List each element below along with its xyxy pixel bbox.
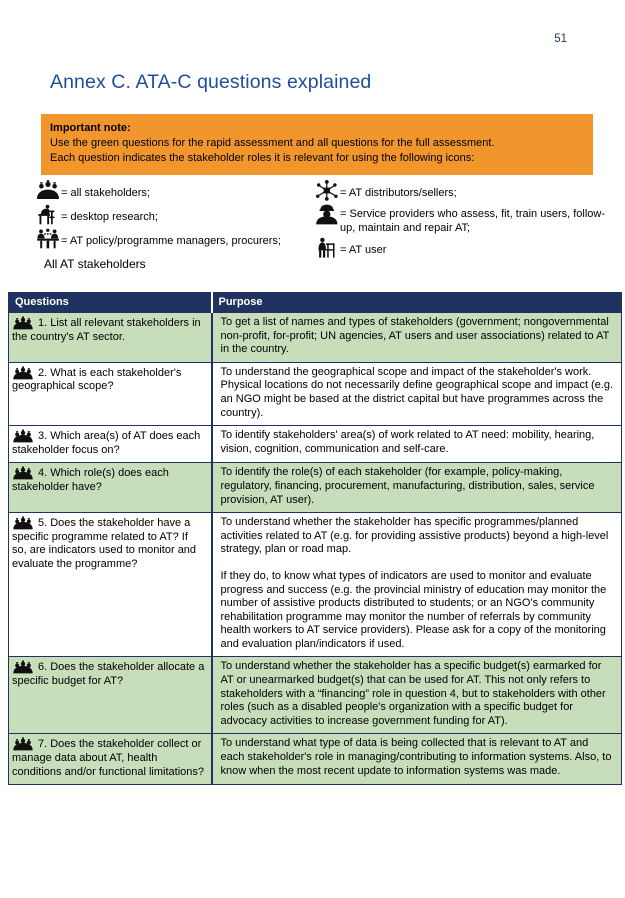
important-note-heading: Important note: (50, 122, 131, 134)
legend-item (36, 228, 326, 250)
important-note-box (41, 114, 593, 175)
group-of-people-icon (12, 660, 34, 674)
group-of-people-icon (12, 316, 34, 330)
question-cell (9, 426, 212, 463)
question-cell (9, 463, 212, 513)
legend-item (36, 180, 326, 202)
purpose-paragraph: To understand whether the stakeholder has a specific budget(s) earmarked for AT or unearmarked budget(s) that can be used for AT. This not only refers to stakeholders with a “financing” role in question 4, but to stakeholders with other roles (such as a disabled people's organization with a specific budget for advocacy activities to increase government funding for AT). (220, 660, 606, 727)
important-note-line-2: Each question indicates the stakeholder roles it is relevant for using the following icons: (50, 152, 475, 164)
page-number: 51 (554, 33, 567, 45)
question-text: 7. Does the stakeholder collect or manage data about AT, health conditions and/or functional limitations? (12, 738, 205, 778)
table-row (9, 463, 622, 513)
question-cell (9, 313, 212, 363)
table-row (9, 313, 622, 363)
purpose-cell (212, 463, 622, 513)
legend-item-label: = AT distributors/sellers; (340, 187, 457, 199)
page-title: Annex C. ATA-C questions explained (50, 71, 372, 93)
group-of-people-icon (12, 429, 34, 443)
person-at-desk-computer-icon (36, 204, 60, 226)
question-text: 4. Which role(s) does each stakeholder have? (12, 467, 169, 493)
question-cell (9, 734, 212, 785)
purpose-paragraph: To get a list of names and types of stakeholders (government; nongovernmental non-profit, for-profit; UN agencies, AT users and user associations) related to AT in the country. (220, 316, 610, 356)
table-row (9, 513, 622, 657)
table-row (9, 657, 622, 734)
group-of-people-icon (12, 737, 34, 751)
important-note-line-1: Use the green questions for the rapid assessment and all questions for the full assessment. (50, 137, 495, 149)
purpose-paragraph: To understand whether the stakeholder has specific programmes/planned activities related to AT (e.g. for providing assistive products) beyond a high-level strategy, plan or road map. (220, 516, 609, 556)
table-body (9, 313, 622, 785)
table-row (9, 734, 622, 785)
purpose-paragraph: To identify the role(s) of each stakeholder (for example, policy-making, regulatory, financing, procurement, manufacturing, distribution, sales, service provision, AT user). (220, 466, 595, 506)
question-text: 5. Does the stakeholder have a specific programme related to AT? If so, are indicators used to monitor and evaluate the programme? (12, 517, 197, 570)
purpose-cell (212, 657, 622, 734)
question-text: 1. List all relevant stakeholders in the country's AT sector. (12, 317, 201, 343)
person-with-walker-icon (315, 237, 339, 259)
purpose-cell (212, 313, 622, 363)
purpose-paragraph: To identify stakeholders' area(s) of work related to AT need: mobility, hearing, vision, cognition, communication and self-care. (220, 429, 595, 455)
legend-item-label: = AT user (340, 244, 387, 256)
group-of-people-icon (12, 366, 34, 380)
purpose-cell (212, 734, 622, 785)
question-cell (9, 513, 212, 657)
icon-legend-left-column (36, 180, 326, 271)
icon-legend-right-column (315, 180, 615, 261)
legend-item (315, 204, 615, 235)
purpose-paragraph: If they do, to know what types of indicators are used to monitor and evaluate progress and success (e.g. the provincial ministry of education may monitor the number of assistive products distributed to students; or an NGO's community rehabilitation programme may monitor the number of referrals by community health workers to AT service providers). Please ask for a copy of the monitoring and evaluation plan/indicators if used. (220, 569, 607, 650)
legend-item-label: = desktop research; (61, 211, 158, 223)
table-row (9, 426, 622, 463)
column-header-questions: Questions (9, 293, 212, 313)
legend-left-footer: All AT stakeholders (44, 257, 146, 271)
people-at-meeting-table-icon (36, 228, 60, 250)
table-row (9, 362, 622, 425)
purpose-paragraph: To understand the geographical scope and impact of the stakeholder's work. Physical locations do not necessarily define geographical scope and impact (e.g. an NGO might be based at the district capital but have programmes across the country). (220, 365, 614, 419)
purpose-cell (212, 362, 622, 425)
legend-item (315, 180, 615, 202)
group-of-people-icon (36, 180, 60, 202)
question-text: 3. Which area(s) of AT does each stakeholder focus on? (12, 430, 201, 456)
legend-item (36, 204, 326, 226)
health-professional-icon (315, 204, 339, 226)
purpose-paragraph: To understand what type of data is being collected that is relevant to AT and each stakeholder's role in managing/contributing to information systems. Also, to know when the most recent update to information systems was made. (220, 737, 612, 777)
legend-item-label: = all stakeholders; (61, 187, 150, 199)
question-cell (9, 657, 212, 734)
purpose-cell (212, 426, 622, 463)
question-text: 6. Does the stakeholder allocate a specific budget for AT? (12, 661, 205, 688)
purpose-cell (212, 513, 622, 657)
distribution-network-icon (315, 180, 339, 202)
group-of-people-icon (12, 466, 34, 480)
questions-purpose-table (8, 292, 622, 785)
legend-item (315, 237, 615, 259)
group-of-people-icon (12, 516, 34, 530)
legend-item-label: = Service providers who assess, fit, train users, follow-up, maintain and repair AT; (340, 208, 606, 234)
question-text: 2. What is each stakeholder's geographical scope? (12, 366, 182, 393)
question-cell (9, 362, 212, 425)
table-header-row (9, 293, 622, 313)
legend-item-label: = AT policy/programme managers, procurers; (61, 235, 281, 247)
column-header-purpose: Purpose (212, 293, 622, 313)
icon-legend (0, 180, 625, 288)
